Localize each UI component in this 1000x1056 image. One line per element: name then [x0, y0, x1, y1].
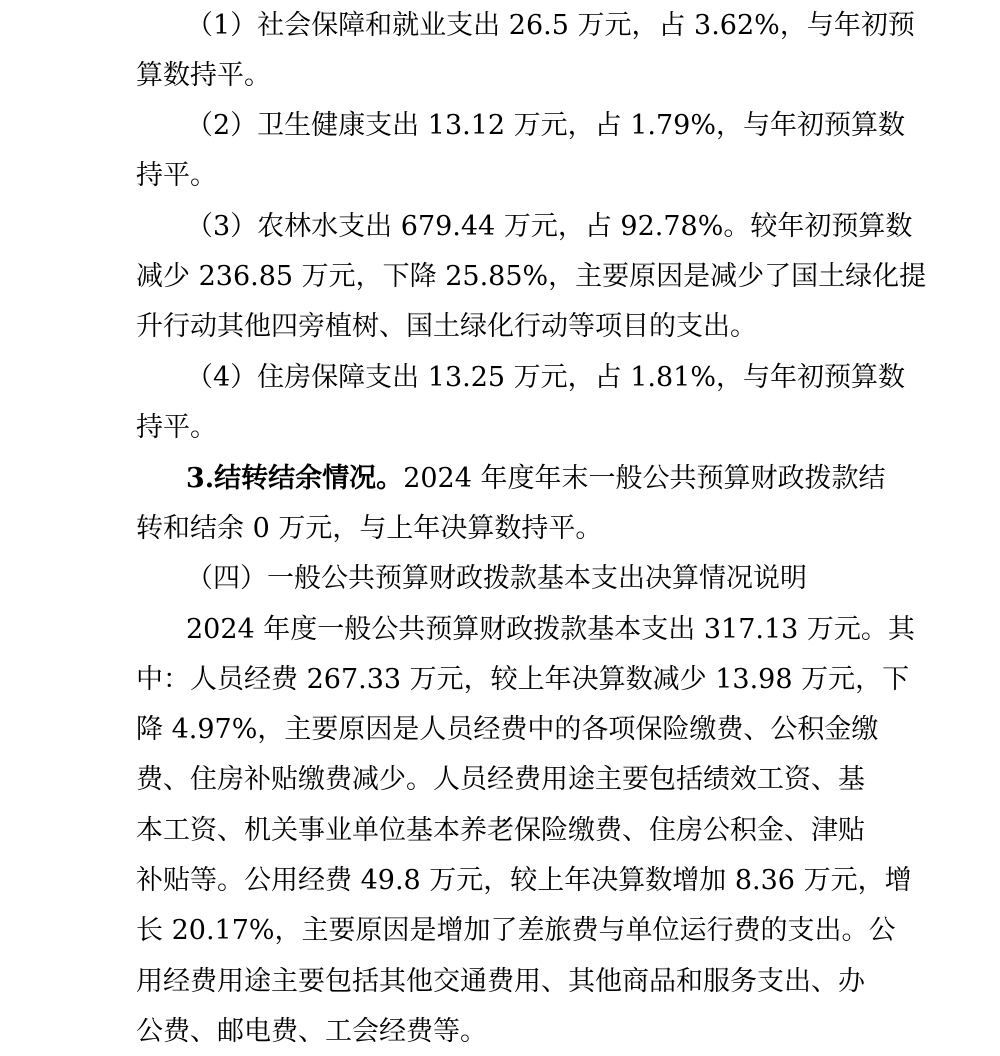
text-line: 升行动其他四旁植树、国土绿化行动等项目的支出。	[136, 311, 757, 342]
text-line: 持平。	[136, 160, 217, 191]
text-line: 降 4.97%，主要原因是人员经费中的各项保险缴费、公积金缴	[136, 714, 879, 745]
text-line: 2024 年度一般公共预算财政拨款基本支出 317.13 万元。其	[186, 614, 915, 645]
section-title: （四）一般公共预算财政拨款基本支出决算情况说明	[186, 563, 807, 594]
text-line	[186, 459, 885, 499]
text-span: 2024 年度年末一般公共预算财政拨款结	[403, 463, 886, 494]
text-line: （1）社会保障和就业支出 26.5 万元，占 3.62%，与年初预	[186, 10, 915, 41]
text-line: 补贴等。公用经费 49.8 万元，较上年决算数增加 8.36 万元，增	[136, 865, 912, 896]
text-line: 转和结余 0 万元，与上年决算数持平。	[136, 513, 603, 544]
text-line: 公费、邮电费、工会经费等。	[136, 1016, 487, 1047]
text-line: （2）卫生健康支出 13.12 万元，占 1.79%，与年初预算数	[186, 110, 905, 141]
text-line: （4）住房保障支出 13.25 万元，占 1.81%，与年初预算数	[186, 362, 905, 393]
text-line: 算数持平。	[136, 60, 271, 91]
text-line: 持平。	[136, 412, 217, 443]
text-line: 用经费用途主要包括其他交通费用、其他商品和服务支出、办	[136, 966, 865, 997]
text-line: 本工资、机关事业单位基本养老保险缴费、住房公积金、津贴	[136, 815, 865, 846]
text-line: 长 20.17%，主要原因是增加了差旅费与单位运行费的支出。公	[136, 915, 896, 946]
text-line: 减少 236.85 万元，下降 25.85%，主要原因是减少了国土绿化提	[136, 261, 927, 292]
section-heading: 3.结转结余情况。	[186, 463, 404, 494]
text-line: 中：人员经费 267.33 万元，较上年决算数减少 13.98 万元，下	[136, 664, 910, 695]
text-line: （3）农林水支出 679.44 万元，占 92.78%。较年初预算数	[186, 211, 913, 242]
text-line: 费、住房补贴缴费减少。人员经费用途主要包括绩效工资、基	[136, 764, 865, 795]
